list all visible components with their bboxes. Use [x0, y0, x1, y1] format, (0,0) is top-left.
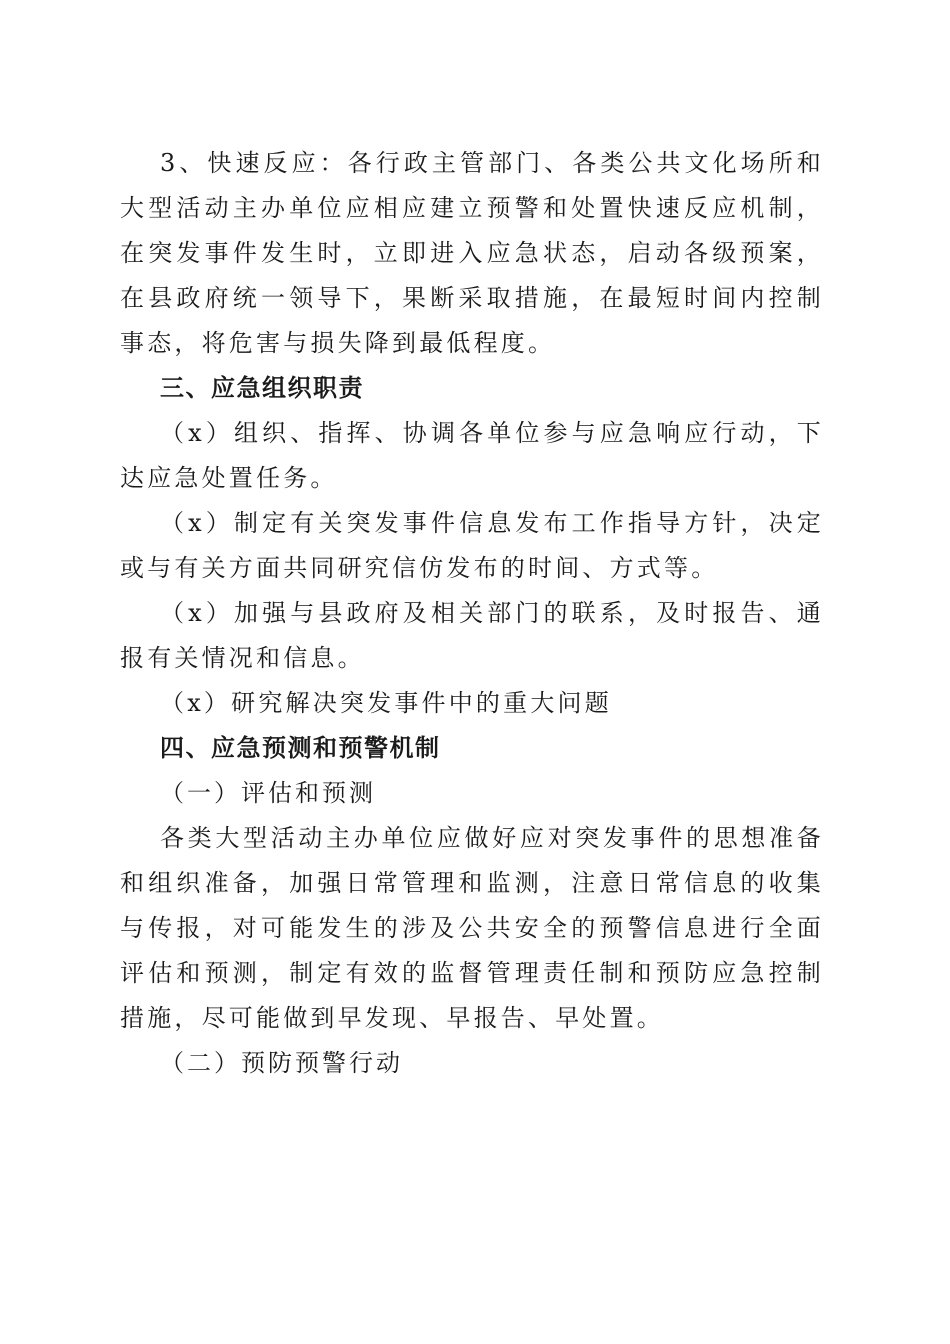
document-body — [120, 141, 824, 1086]
paragraph-duty-4: （x）研究解决突发事件中的重大问题 — [160, 689, 612, 717]
subheading-assessment: （一）评估和预测 — [160, 779, 376, 807]
paragraph-assessment: 各类大型活动主办单位应做好应对突发事件的思想准备和组织准备，加强日常管理和监测，注意日常信息的收集与传报，对可能发生的涉及公共安全的预警信息进行全面评估和预测，制定有效的监督管理责任制和预防应急控制措施，尽可能做到早发现、早报告、早处置。 — [120, 824, 824, 1032]
paragraph-duty-3: （x）加强与县政府及相关部门的联系，及时报告、通报有关情况和信息。 — [120, 599, 824, 672]
subheading-prevention: （二）预防预警行动 — [160, 1049, 403, 1077]
heading-section-three: 三、应急组织职责 — [160, 374, 364, 402]
paragraph-quick-response: 3、快速反应：各行政主管部门、各类公共文化场所和大型活动主办单位应相应建立预警和处置快速反应机制，在突发事件发生时，立即进入应急状态，启动各级预案，在县政府统一领导下，果断采取措施，在最短时间内控制事态，将危害与损失降到最低程度。 — [120, 149, 824, 357]
heading-section-four: 四、应急预测和预警机制 — [160, 734, 441, 762]
paragraph-duty-2: （x）制定有关突发事件信息发布工作指导方针，决定或与有关方面共同研究信仿发布的时间、方式等。 — [120, 509, 824, 582]
paragraph-duty-1: （x）组织、指挥、协调各单位参与应急响应行动，下达应急处置任务。 — [120, 419, 824, 492]
